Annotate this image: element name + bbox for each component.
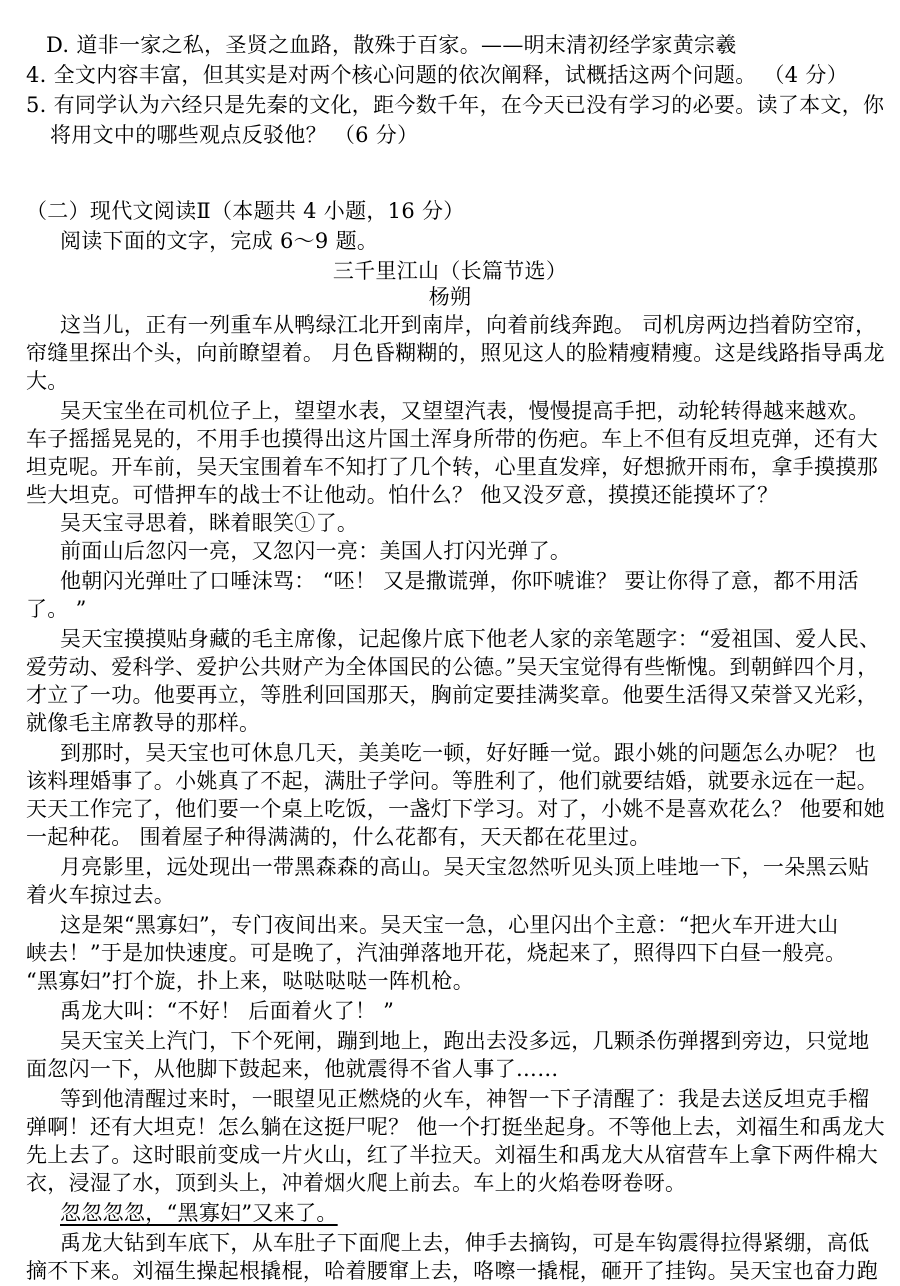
body-line: 一起种花。 围着屋子种得满满的，什么花都有，天天都在花里过。 <box>26 825 651 849</box>
body-line: 禹龙大钻到车底下，从车肚子下面爬上去，伸手去摘钩，可是车钩震得拉得紧绷，高低 <box>60 1231 870 1255</box>
body-line: 吴天宝寻思着，眯着眼笑①了。 <box>60 511 359 535</box>
body-line: 就像毛主席教导的那样。 <box>26 711 261 735</box>
body-line: 天天工作完了，他们要一个桌上吃饭，一盏灯下学习。对了，小姚不是喜欢花么？ 他要和她 <box>26 797 885 821</box>
passage-author: 杨朔 <box>428 285 472 309</box>
question-5-line-2: 将用文中的哪些观点反驳他？ （6 分） <box>50 123 419 147</box>
section-heading: （二）现代文阅读Ⅱ（本题共 4 小题，16 分） <box>26 199 465 223</box>
body-line: 前面山后忽闪一亮，又忽闪一亮：美国人打闪光弹了。 <box>60 539 572 563</box>
body-line: 车子摇摇晃晃的，不用手也摸得出这片国土浑身所带的伤疤。车上不但有反坦克弹，还有大 <box>26 427 878 451</box>
body-line: 峡去！”于是加快速度。可是晚了，汽油弹落地开花，烧起来了，照得四下白昼一般亮。 <box>26 941 847 965</box>
body-line: 这当儿，正有一列重车从鸭绿江北开到南岸，向着前线奔跑。 司机房两边挡着防空帘， <box>60 313 877 337</box>
body-line: 衣，浸湿了水，顶到头上，冲着烟火爬上前去。车上的火焰卷呀卷呀。 <box>26 1171 687 1195</box>
body-line: 才立了一功。他要再立，等胜利回国那天，胸前定要挂满奖章。他要生活得又荣誉又光彩， <box>26 683 878 707</box>
body-line: 这是架“黑寡妇”，专门夜间出来。吴天宝一急，心里闪出个主意：“把火车开进大山 <box>60 913 839 937</box>
body-line: 吴天宝坐在司机位子上，望望水表，又望望汽表，慢慢提高手把，动轮转得越来越欢。 <box>60 399 870 423</box>
body-line: 吴天宝关上汽门，下个死闸，蹦到地上，跑出去没多远，几颗杀伤弹撂到旁边，只觉地 <box>60 1029 870 1053</box>
passage-title: 三千里江山（长篇节选） <box>332 259 568 283</box>
body-line: 面忽闪一下，从他脚下鼓起来，他就震得不省人事了…… <box>26 1057 559 1081</box>
body-line: 帘缝里探出个头，向前瞭望着。 月色昏糊糊的，照见这人的脸精瘦精瘦。这是线路指导禹龙 <box>26 341 885 365</box>
body-line: 些大坦克。可惜押车的战士不让他动。怕什么？ 他又没歹意，摸摸还能摸坏了？ <box>26 483 779 507</box>
body-line: 月亮影里，远处现出一带黑森森的高山。吴天宝忽然听见头顶上哇地一下，一朵黑云贴 <box>60 855 870 879</box>
instruction: 阅读下面的文字，完成 6～9 题。 <box>60 229 379 253</box>
underlined-sentence: 忽忽忽忽，“黑寡妇”又来了。 <box>60 1201 338 1225</box>
question-4: 4. 全文内容丰富，但其实是对两个核心问题的依次阐释，试概括这两个问题。 （4 分） <box>26 63 849 87</box>
body-line: “黑寡妇”打个旋，扑上来，哒哒哒哒一阵机枪。 <box>26 969 475 993</box>
body-line: 着火车掠过去。 <box>26 883 176 907</box>
body-line: 他朝闪光弹吐了口唾沫骂： “呸！ 又是撒谎弹，你吓唬谁？ 要让你得了意，都不用活 <box>60 569 859 593</box>
body-line: 弹啊！还有大坦克！怎么躺在这挺尸呢？ 他一个打挺坐起身。不等他上去，刘福生和禹龙大 <box>26 1115 885 1139</box>
body-line: 禹龙大叫：“不好！ 后面着火了！ ” <box>60 999 395 1023</box>
body-line: 坦克呢。开车前，吴天宝围着车不知打了几个转，心里直发痒，好想掀开雨布，拿手摸摸那 <box>26 455 878 479</box>
body-line: 了。 ” <box>26 597 87 621</box>
body-line: 吴天宝摸摸贴身藏的毛主席像，记起像片底下他老人家的亲笔题字：“爱祖国、爱人民、 <box>60 627 881 651</box>
body-line: 爱劳动、爱科学、爱护公共财产为全体国民的公德。”吴天宝觉得有些惭愧。到朝鲜四个月， <box>26 655 879 679</box>
body-line: 等到他清醒过来时，一眼望见正燃烧的火车，神智一下子清醒了：我是去送反坦克手榴 <box>60 1087 870 1111</box>
body-line: 该料理婚事了。小姚真了不起，满肚子学问。等胜利了，他们就要结婚，就要永远在一起。 <box>26 769 878 793</box>
body-line: 摘不下来。刘福生操起根撬棍，哈着腰窜上去，咯嚓一撬棍，砸开了挂钩。吴天宝也奋力跑 <box>26 1259 878 1283</box>
question-5-line-1: 5. 有同学认为六经只是先秦的文化，距今数千年，在今天已没有学习的必要。读了本文，你 <box>26 93 885 117</box>
body-line: 大。 <box>26 369 69 393</box>
option-d: D. 道非一家之私，圣贤之血路，散殊于百家。——明末清初经学家黄宗羲 <box>46 33 737 57</box>
body-line: 到那时，吴天宝也可休息几天，美美吃一顿，好好睡一觉。跟小姚的问题怎么办呢？ 也 <box>60 741 877 765</box>
body-line: 先上去了。这时眼前变成一片火山，红了半拉天。刘福生和禹龙大从宿营车上拿下两件棉大 <box>26 1143 878 1167</box>
